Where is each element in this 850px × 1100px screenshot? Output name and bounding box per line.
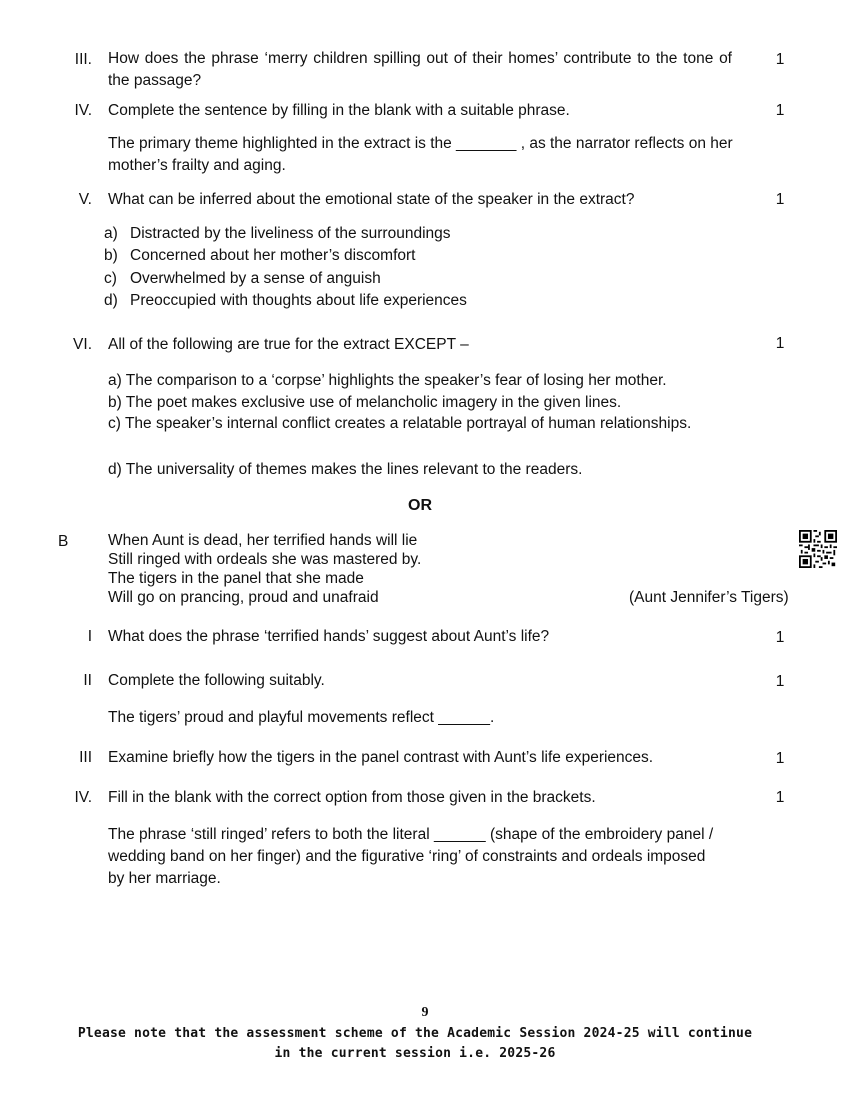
question-text: What can be inferred about the emotional state of the speaker in the extract? xyxy=(108,191,635,208)
question-marks: 1 xyxy=(775,51,785,68)
question-marks: 1 xyxy=(775,789,785,806)
question-marks: 1 xyxy=(775,191,785,208)
question-text: What does the phrase ‘terrified hands’ suggest about Aunt’s life? xyxy=(108,628,550,645)
question-text: How does the phrase ‘merry children spilling out of their homes’ contribute to the tone of the passage? xyxy=(108,50,732,89)
question-marks: 1 xyxy=(775,335,785,352)
poem-line: Will go on prancing, proud and unafraid xyxy=(108,589,379,606)
question-number: VI. xyxy=(73,336,92,353)
question-marks: 1 xyxy=(775,673,785,690)
option-text: Overwhelmed by a sense of anguish xyxy=(130,270,381,287)
page-number: 9 xyxy=(421,1005,429,1020)
question-text: Complete the following suitably. xyxy=(108,672,325,689)
or-divider: OR xyxy=(408,497,432,514)
option-label: d) xyxy=(104,292,118,309)
question-marks: 1 xyxy=(775,629,785,646)
poem-line: The tigers in the panel that she made xyxy=(108,570,364,587)
question-number: II xyxy=(83,672,92,689)
question-number: I xyxy=(87,628,92,645)
question-number: IV. xyxy=(74,789,92,806)
poem-line: When Aunt is dead, her terrified hands will lie xyxy=(108,532,418,549)
question-number: V. xyxy=(78,191,92,208)
question-number: III xyxy=(79,749,92,766)
question-marks: 1 xyxy=(775,750,785,767)
option-label: c) xyxy=(104,270,117,287)
question-marks: 1 xyxy=(775,102,785,119)
question-text: Examine briefly how the tigers in the panel contrast with Aunt’s life experiences. xyxy=(108,749,654,766)
option-text: a) The comparison to a ‘corpse’ highlights the speaker’s fear of losing her mother. xyxy=(108,372,667,389)
poem-source: (Aunt Jennifer’s Tigers) xyxy=(629,589,789,606)
footer-note-line-2: in the current session i.e. 2025-26 xyxy=(274,1046,556,1061)
question-text: Fill in the blank with the correct option from those given in the brackets. xyxy=(108,789,596,806)
poem-line: Still ringed with ordeals she was mastered by. xyxy=(108,551,422,568)
section-label: B xyxy=(58,533,69,550)
question-text: Complete the sentence by filling in the blank with a suitable phrase. xyxy=(108,102,570,119)
fill-in-sentence: The primary theme highlighted in the extract is the _______ , as the narrator reflects on her mother’s frailty and aging. xyxy=(108,135,733,174)
question-number: III. xyxy=(74,51,92,68)
qr-code-icon xyxy=(799,530,837,568)
option-text: c) The speaker’s internal conflict creates a relatable portrayal of human relationships. xyxy=(108,415,692,432)
question-text: All of the following are true for the extract EXCEPT – xyxy=(108,336,469,353)
option-text: d) The universality of themes makes the lines relevant to the readers. xyxy=(108,461,583,478)
option-text: b) The poet makes exclusive use of melancholic imagery in the given lines. xyxy=(108,394,622,411)
option-text: Preoccupied with thoughts about life experiences xyxy=(130,292,467,309)
question-number: IV. xyxy=(74,102,92,119)
footer-note-line-1: Please note that the assessment scheme of the Academic Session 2024-25 will continue xyxy=(77,1026,753,1041)
option-text: Concerned about her mother’s discomfort xyxy=(130,247,416,264)
option-label: b) xyxy=(104,247,118,264)
option-label: a) xyxy=(104,225,118,242)
fill-in-sentence: The tigers’ proud and playful movements reflect ______. xyxy=(108,709,495,726)
fill-in-sentence: The phrase ‘still ringed’ refers to both the literal ______ (shape of the embroidery panel / wedding band on her finger) and the figurative ‘ring’ of constraints and ordeals imposed by her marriage. xyxy=(108,826,714,887)
option-text: Distracted by the liveliness of the surroundings xyxy=(130,225,451,242)
